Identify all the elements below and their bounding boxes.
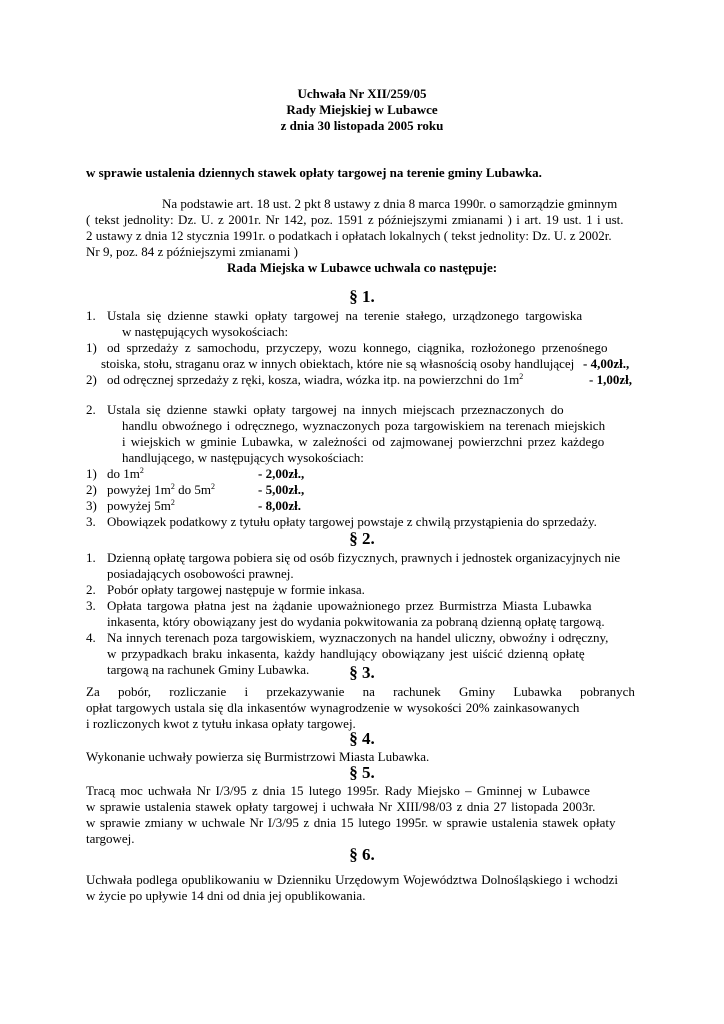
paragraph-line: Opłata targowa płatna jest na żądanie upoważnionego przez Burmistrza Miasta Lubawka (107, 598, 592, 613)
preamble-line: Nr 9, poz. 84 z późniejszymi zmianami ) (86, 244, 298, 259)
list-number: 2) (86, 482, 97, 497)
rate-value: - 8,00zł. (258, 498, 301, 513)
preamble-line: ( tekst jednolity: Dz. U. z 2001r. Nr 142, poz. 1591 z późniejszymi zmianami ) i art. 19 ust. 1 i ust. (86, 212, 624, 227)
paragraph-line: inkasenta, który obowiązany jest do wydania pokwitowania za pobraną dzienną opłatę targową. (107, 614, 605, 629)
paragraph-line: Tracą moc uchwała Nr I/3/95 z dnia 15 lutego 1995r. Rady Miejsko – Gminnej w Lubawce (86, 783, 590, 798)
list-number: 2. (86, 582, 96, 597)
paragraph-line: targową na rachunek Gminy Lubawka. (107, 662, 310, 677)
list-number: 1. (86, 308, 96, 323)
list-item-line: stoiska, stołu, straganu oraz w innych obiektach, które nie są własnością osoby handlującej (101, 356, 575, 371)
rate-value: - 1,00zł, (589, 372, 632, 387)
area-range: powyżej $5m^2$ (107, 498, 175, 513)
list-number: 3) (86, 498, 97, 513)
area-range: do $1m^2$ (107, 466, 144, 481)
paragraph-line: Dzienną opłatę targowa pobiera się od osób fizycznych, prawnych i jednostek organizacyjnych nie (107, 550, 621, 565)
paragraph-line: Ustala się dzienne stawki opłaty targowej na terenie stałego, urządzonego targowiska (107, 308, 583, 323)
list-item-line: od odręcznej sprzedaży z ręki, kosza, wiadra, wózka itp. na powierzchni do $1m^2$ (107, 372, 524, 387)
paragraph-line: Na innych terenach poza targowiskiem, wyznaczonych na handel uliczny, obwoźny i odręczny, (107, 630, 609, 645)
paragraph-line: Uchwała podlega opublikowaniu w Dzienniku Urzędowym Województwa Dolnośląskiego i wchodzi (86, 872, 618, 887)
area-range: powyżej $1m^2$ do $5m^2$ (107, 482, 216, 497)
paragraph-line: Wykonanie uchwały powierza się Burmistrzowi Miasta Lubawka. (86, 749, 430, 764)
paragraph-line: i wiejskich w gminie Lubawka, w zależności od zajmowanej powierzchni przez każdego (122, 434, 605, 449)
preamble-line: Na podstawie art. 18 ust. 2 pkt 8 ustawy z dnia 8 marca 1990r. o samorządzie gminnym (162, 196, 618, 211)
paragraph-line: targowej. (86, 831, 135, 846)
list-number: 1) (86, 340, 97, 355)
list-number: 4. (86, 630, 96, 645)
paragraph-line: i rozliczonych kwot z tytułu inkasa opłaty targowej. (86, 716, 356, 731)
rate-value: - 5,00zł., (258, 482, 305, 497)
paragraph-line: w życie po upływie 14 dni od dnia jej opublikowania. (86, 888, 366, 903)
list-item-line: od sprzedaży z samochodu, przyczepy, wozu konnego, ciągnika, rozłożonego przenośnego (107, 340, 608, 355)
paragraph-line: opłat targowych ustala się dla inkasentów wynagrodzenie w wysokości 20% zainkasowanych (86, 700, 580, 715)
paragraph-line: Za pobór, rozliczanie i przekazywanie na rachunek Gminy Lubawka pobranych (86, 684, 635, 699)
paragraph-line: w przypadkach braku inkasenta, każdy handlujący obowiązany jest uiścić dzienną opłatę (107, 646, 585, 661)
paragraph-line: Ustala się dzienne stawki opłaty targowej na innych miejscach przeznaczonych do (107, 402, 564, 417)
section-3-heading: § 3. (349, 663, 375, 682)
list-number: 3. (86, 514, 96, 529)
section-1-heading: § 1. (349, 287, 375, 306)
paragraph-line: w następujących wysokościach: (122, 324, 289, 339)
paragraph-line: Obowiązek podatkowy z tytułu opłaty targowej powstaje z chwilą przystąpienia do sprzedaży. (107, 514, 597, 529)
paragraph-line: w sprawie zmiany w uchwale Nr I/3/95 z dnia 15 lutego 1995r. w sprawie ustalenia stawek opłaty (86, 815, 616, 830)
rate-value: - 2,00zł., (258, 466, 305, 481)
list-number: 1) (86, 466, 97, 481)
paragraph-line: handlu obwoźnego i odręcznego, wyznaczonych poza targowiskiem na terenach miejskich (122, 418, 606, 433)
rate-value: - 4,00zł., (583, 356, 630, 371)
resolution-date: z dnia 30 listopada 2005 roku (280, 118, 444, 133)
paragraph-line: handlującego, w następujących wysokościach: (122, 450, 364, 465)
paragraph-line: posiadających osobowości prawnej. (107, 566, 294, 581)
resolves-clause: Rada Miejska w Lubawce uchwala co następuje: (226, 260, 498, 275)
section-5-heading: § 5. (349, 763, 375, 782)
list-number: 3. (86, 598, 96, 613)
list-number: 1. (86, 550, 96, 565)
list-number: 2) (86, 372, 97, 387)
section-6-heading: § 6. (349, 845, 375, 864)
council-name: Rady Miejskiej w Lubawce (286, 102, 438, 117)
list-number: 2. (86, 402, 96, 417)
section-2-heading: § 2. (349, 529, 375, 548)
paragraph-line: Pobór opłaty targowej następuje w formie inkasa. (107, 582, 365, 597)
preamble-line: 2 ustawy z dnia 12 stycznia 1991r. o podatkach i opłatach lokalnych ( tekst jednolity: Dz. U. z 2002r. (86, 228, 612, 243)
paragraph-line: w sprawie ustalenia stawek opłaty targowej i uchwała Nr XIII/98/03 z dnia 27 listopada 2003r. (86, 799, 596, 814)
resolution-subject: w sprawie ustalenia dziennych stawek opłaty targowej na terenie gminy Lubawka. (86, 165, 542, 180)
section-4-heading: § 4. (349, 729, 375, 748)
resolution-number: Uchwała Nr XII/259/05 (297, 86, 427, 101)
